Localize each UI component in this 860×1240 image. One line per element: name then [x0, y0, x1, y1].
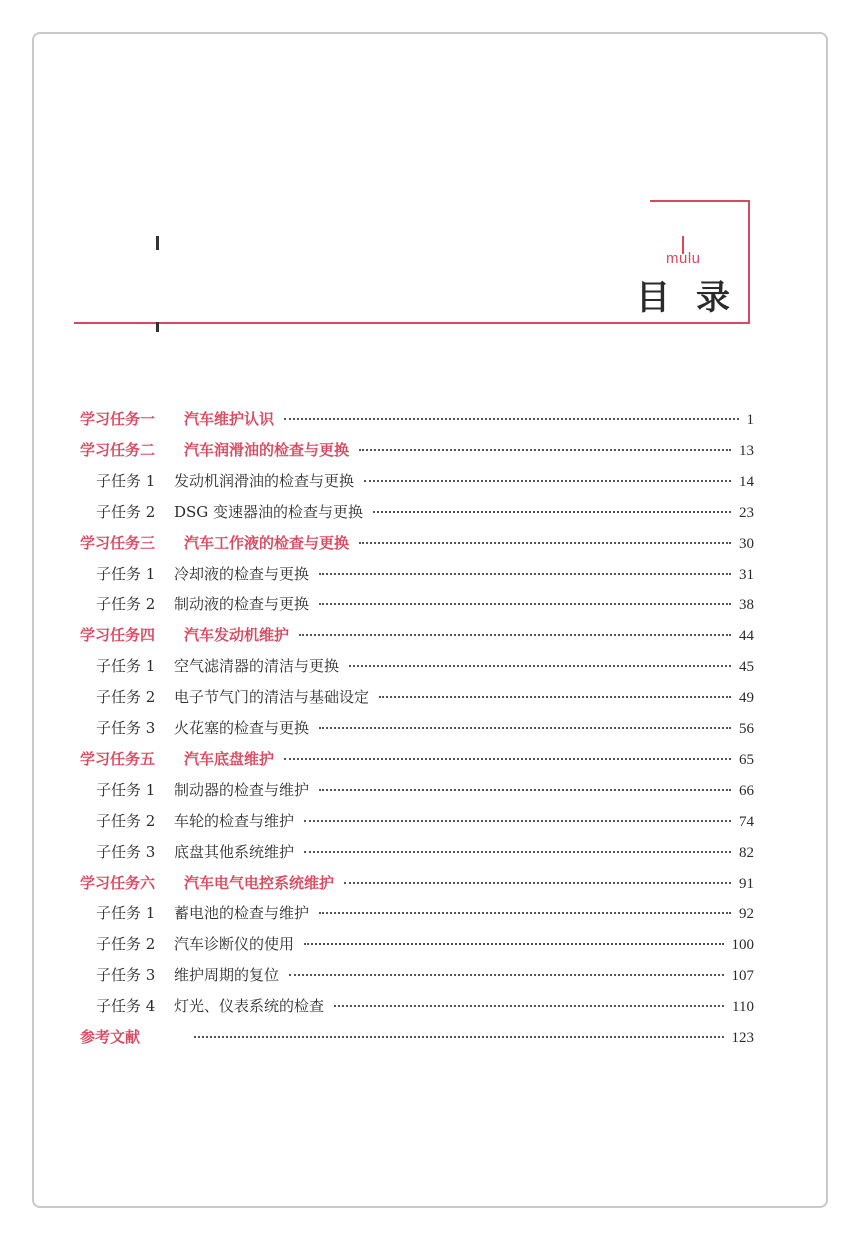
toc-subtask-row[interactable]	[96, 717, 754, 739]
toc-page-number: 38	[739, 597, 754, 614]
toc-label: 学习任务五	[80, 749, 156, 768]
toc-label: 子任务 2	[96, 502, 156, 521]
toc-label: 学习任务一	[80, 410, 156, 428]
toc-title: 汽车润滑油的检查与更换	[184, 440, 350, 459]
toc-title: 制动器的检查与维护	[174, 780, 310, 799]
toc-page-number: 107	[731, 968, 754, 985]
toc-label: 学习任务二	[80, 440, 156, 459]
toc-page-number: 100	[731, 937, 754, 954]
toc-subtask-row[interactable]	[96, 593, 754, 615]
toc-title: 维护周期的复位	[174, 966, 280, 985]
toc-title: 汽车诊断仪的使用	[174, 935, 295, 954]
toc-title: 汽车发动机维护	[184, 626, 290, 645]
toc-leader-dots	[319, 789, 731, 791]
toc-label: 子任务 2	[96, 595, 156, 614]
toc-page-number: 74	[739, 813, 754, 830]
toc-subtask-row[interactable]	[96, 810, 754, 832]
toc-leader-dots	[344, 882, 731, 884]
toc-title: 灯光、仪表系统的检查	[174, 997, 325, 1016]
toc-page-number: 56	[739, 721, 754, 737]
toc-leader-dots	[334, 1005, 724, 1007]
toc-chapter-row[interactable]	[80, 748, 754, 770]
toc-page-number: 49	[739, 690, 754, 707]
toc-leader-dots	[349, 665, 731, 667]
toc-leader-dots	[359, 542, 731, 544]
toc-label: 子任务 1	[96, 657, 156, 676]
toc-leader-dots	[304, 851, 731, 853]
toc-page-number: 66	[739, 782, 754, 799]
toc-label: 子任务 1	[96, 780, 156, 799]
toc-title: 蓄电池的检查与维护	[174, 904, 310, 923]
toc-chapter-row[interactable]	[80, 1026, 754, 1048]
toc-title: 汽车电气电控系统维护	[184, 873, 335, 892]
toc-leader-dots	[284, 758, 731, 760]
toc-subtask-row[interactable]	[96, 995, 754, 1017]
toc-chapter-row[interactable]	[80, 408, 754, 430]
toc-page-number: 23	[739, 504, 754, 521]
toc-page-number: 123	[731, 1030, 754, 1046]
toc-label: 子任务 3	[96, 966, 156, 985]
toc-page-number: 65	[739, 751, 754, 768]
toc-leader-dots	[194, 1036, 724, 1038]
toc-leader-dots	[304, 943, 723, 945]
toc-leader-dots	[304, 820, 731, 822]
toc-leader-dots	[319, 727, 731, 729]
toc-leader-dots	[299, 634, 731, 636]
toc-label: 学习任务三	[80, 533, 156, 552]
toc-page-number: 30	[739, 535, 754, 552]
toc-subtask-row[interactable]	[96, 501, 754, 523]
toc-subtask-row[interactable]	[96, 902, 754, 924]
toc-title: 空气滤清器的清洁与更换	[174, 657, 340, 676]
toc-subtask-row[interactable]	[96, 933, 754, 955]
toc-label: 学习任务六	[80, 873, 156, 892]
toc-subtask-row[interactable]	[96, 470, 754, 492]
toc-page-number: 31	[739, 566, 754, 583]
toc-label: 子任务 2	[96, 935, 156, 954]
toc-page-number: 92	[739, 906, 754, 923]
toc-leader-dots	[364, 480, 731, 482]
toc-subtask-row[interactable]	[96, 655, 754, 677]
toc-subtask-row[interactable]	[96, 686, 754, 708]
toc-subtask-row[interactable]	[96, 779, 754, 801]
header-pinyin: mulu	[666, 250, 701, 267]
toc-page-number: 14	[739, 473, 754, 490]
toc-leader-dots	[373, 511, 731, 513]
toc-label: 子任务 1	[96, 904, 156, 923]
toc-label: 子任务 3	[96, 719, 156, 737]
toc-subtask-row[interactable]	[96, 964, 754, 986]
toc-page-number: 44	[739, 628, 754, 645]
toc-page-number: 1	[746, 412, 754, 428]
toc-title: 车轮的检查与维护	[174, 811, 295, 830]
toc-label: 子任务 2	[96, 688, 156, 707]
page-title: 目录	[636, 278, 756, 318]
toc-label: 学习任务四	[80, 626, 156, 645]
toc-title: 电子节气门的清洁与基础设定	[174, 688, 370, 707]
toc-leader-dots	[289, 974, 723, 976]
toc-leader-dots	[284, 418, 738, 420]
toc-title: DSG 变速器油的检查与更换	[174, 502, 364, 521]
toc-title: 冷却液的检查与更换	[174, 564, 310, 583]
toc-label: 子任务 1	[96, 564, 156, 583]
toc-title: 底盘其他系统维护	[174, 842, 295, 861]
toc-page-number: 13	[739, 442, 754, 459]
toc-subtask-row[interactable]	[96, 841, 754, 863]
toc-label: 子任务 3	[96, 842, 156, 861]
toc-title: 火花塞的检查与更换	[174, 719, 310, 737]
toc-label: 子任务 2	[96, 811, 156, 830]
toc-page-number: 82	[739, 844, 754, 861]
toc-title: 汽车底盘维护	[184, 749, 275, 768]
toc-page-number: 91	[739, 875, 754, 892]
toc-subtask-row[interactable]	[96, 563, 754, 585]
toc-leader-dots	[359, 449, 731, 451]
toc-label: 子任务 1	[96, 471, 156, 490]
toc-chapter-row[interactable]	[80, 624, 754, 646]
toc-chapter-row[interactable]	[80, 439, 754, 461]
toc-title: 制动液的检查与更换	[174, 595, 310, 614]
toc-leader-dots	[379, 696, 731, 698]
toc-leader-dots	[319, 573, 731, 575]
toc-label: 子任务 4	[96, 997, 156, 1016]
toc-chapter-row[interactable]	[80, 532, 754, 554]
toc-chapter-row[interactable]	[80, 872, 754, 894]
toc-leader-dots	[319, 912, 731, 914]
toc-title: 汽车维护认识	[184, 410, 275, 428]
toc-title: 发动机润滑油的检查与更换	[174, 471, 355, 490]
toc-leader-dots	[319, 603, 731, 605]
toc-page-number: 110	[732, 999, 754, 1016]
toc-page-number: 45	[739, 659, 754, 676]
toc-title: 汽车工作液的检查与更换	[184, 533, 350, 552]
toc-label: 参考文献	[80, 1028, 141, 1046]
